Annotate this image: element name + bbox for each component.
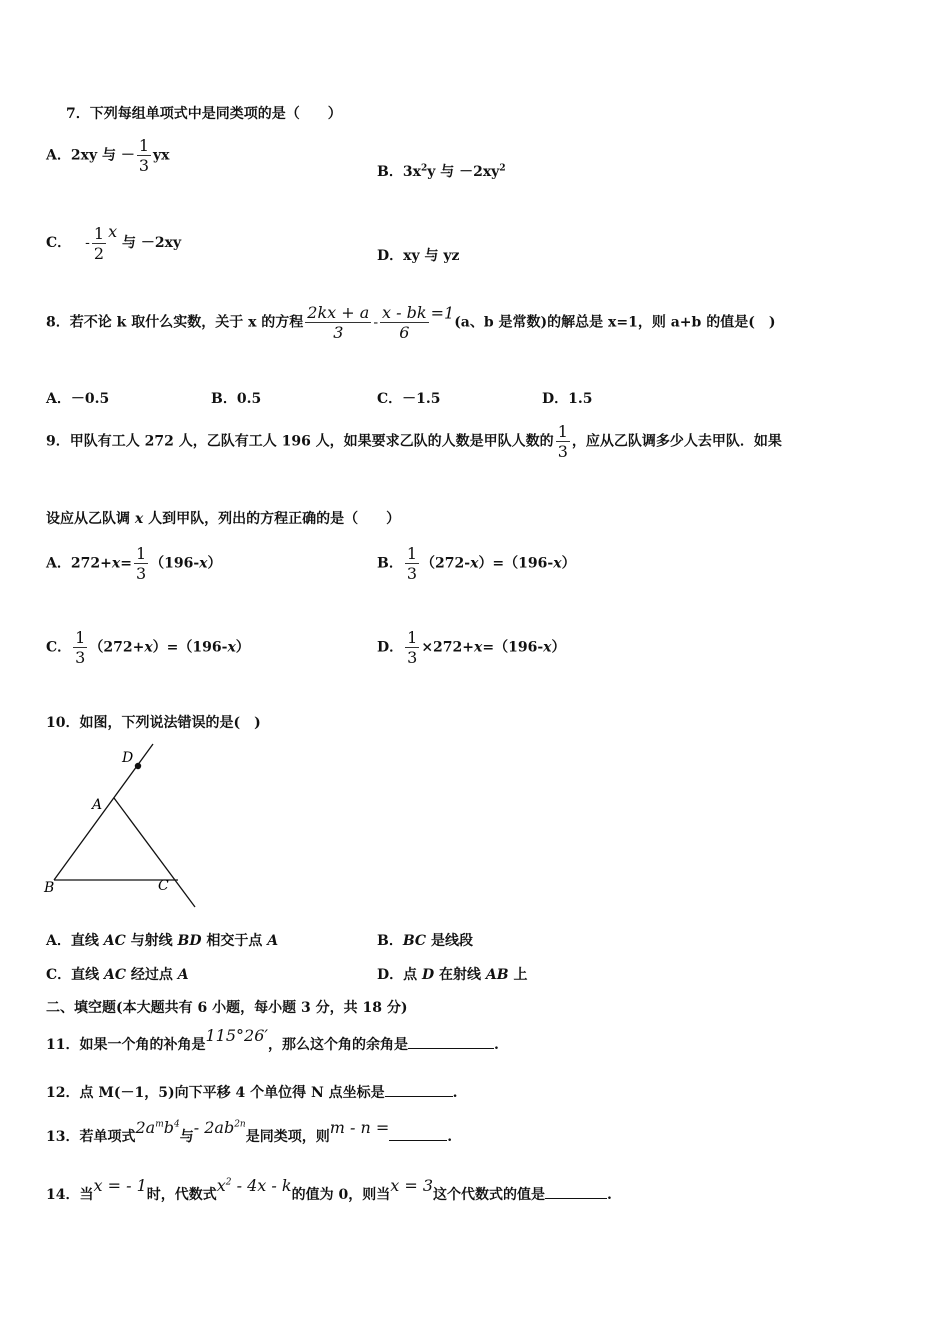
- question-9-stem-line2: 设应从乙队调 x 人到甲队，列出的方程正确的是（ ）: [46, 511, 401, 527]
- question-10-option-b: B．BC 是线段: [377, 933, 473, 949]
- question-11: 11．如果一个角的补角是115°26′，那么这个角的余角是 .: [46, 1026, 499, 1053]
- label-A: A: [92, 797, 103, 813]
- fraction: $\frac{1}{3}$: [135, 544, 147, 583]
- fraction-1: $\frac{2kx + a}{3}$: [307, 303, 370, 342]
- question-8-option-c: C．－1.5: [377, 391, 441, 407]
- answer-blank[interactable]: [385, 1082, 453, 1097]
- question-12: 12．点 M(－1，5)向下平移 4 个单位得 N 点坐标是 .: [46, 1082, 458, 1102]
- label-B: B: [44, 880, 55, 896]
- question-7-stem: 7．下列每组单项式中是同类项的是（ ）: [66, 106, 342, 122]
- option-text: 2xy 与 －: [70, 147, 135, 164]
- question-13: 13．若单项式$2a^mb^4$与- $2ab^{2n}$是同类项，则m - n = .: [46, 1118, 453, 1145]
- question-10-option-c: C．直线 AC 经过点 A: [46, 967, 189, 983]
- expression: $x^2 - 4x$ - k: [216, 1176, 292, 1195]
- question-7-option-b: B．$3x^2y$ 与 $-2xy^2$: [377, 163, 506, 180]
- answer-blank[interactable]: [408, 1034, 494, 1049]
- question-10-option-a: A．直线 AC 与射线 BD 相交于点 A: [46, 933, 279, 949]
- answer-blank[interactable]: [389, 1126, 447, 1141]
- question-7-option-d: D．xy 与 yz: [377, 248, 460, 264]
- point-D: [135, 763, 141, 769]
- fraction: $\frac{1}{3}$: [407, 628, 418, 667]
- question-7-option-a: [46, 136, 170, 175]
- question-14: 14．当x = - 1时，代数式$x^2 - 4x$ - k的值为 0，则当x = 3这个代数式的值是 .: [46, 1176, 612, 1203]
- question-8-option-b: B．0.5: [211, 391, 262, 407]
- question-10-stem: 10．如图，下列说法错误的是( ): [46, 715, 261, 731]
- fraction: $\frac{1}{2}$: [93, 223, 105, 263]
- question-7-option-c: C． - $\frac{1}{2}$ x 与 －2xy: [46, 222, 182, 263]
- question-8-stem: 8．若不论 k 取什么实数，关于 x 的方程 $\frac{2kx + a}{3}$ - $\frac{x - bk}{6}$ =1(a、b 是常数)的解总是 x=1，则 a+b 的值是( ): [46, 303, 776, 342]
- fraction: $\frac{1}{3}$: [75, 628, 86, 667]
- fraction-2: $\frac{x - bk}{6}$: [382, 303, 427, 342]
- section-2-heading: 二、填空题(本大题共有 6 小题，每小题 3 分，共 18 分): [46, 1000, 408, 1016]
- monomial-2: - $2ab^{2n}$: [193, 1118, 246, 1137]
- question-9-option-b: B． $\frac{1}{3}$ （272-x）=（196-x）: [377, 544, 576, 583]
- answer-blank[interactable]: [545, 1184, 607, 1199]
- question-10-option-d: D．点 D 在射线 AB 上: [377, 967, 528, 983]
- triangle-figure: [40, 742, 210, 912]
- question-8-option-d: D．1.5: [542, 391, 593, 407]
- question-9-option-c: C． $\frac{1}{3}$ （272+x）=（196-x）: [46, 628, 250, 667]
- fraction: $\frac{1}{3}$: [138, 136, 150, 175]
- option-text: yx: [153, 147, 170, 164]
- line-AC: [114, 798, 195, 907]
- monomial-1: $2a^mb^4$: [135, 1118, 180, 1137]
- option-label: A．: [46, 147, 71, 164]
- question-9-option-d: D． $\frac{1}{3}$ ×272+x=（196-x）: [377, 628, 566, 667]
- fraction: $\frac{1}{3}$: [557, 422, 568, 461]
- fraction: $\frac{1}{3}$: [406, 544, 418, 583]
- question-9-option-a: A．272+x= $\frac{1}{3}$ （196-x）: [46, 544, 222, 583]
- question-9-stem: 9．甲队有工人 272 人，乙队有工人 196 人，如果要求乙队的人数是甲队人数的 $\frac{1}{3}$ ，应从乙队调多少人去甲队．如果: [46, 422, 782, 461]
- label-D: D: [122, 750, 134, 766]
- question-8-option-a: A．－0.5: [46, 391, 110, 407]
- label-C: C: [158, 878, 169, 894]
